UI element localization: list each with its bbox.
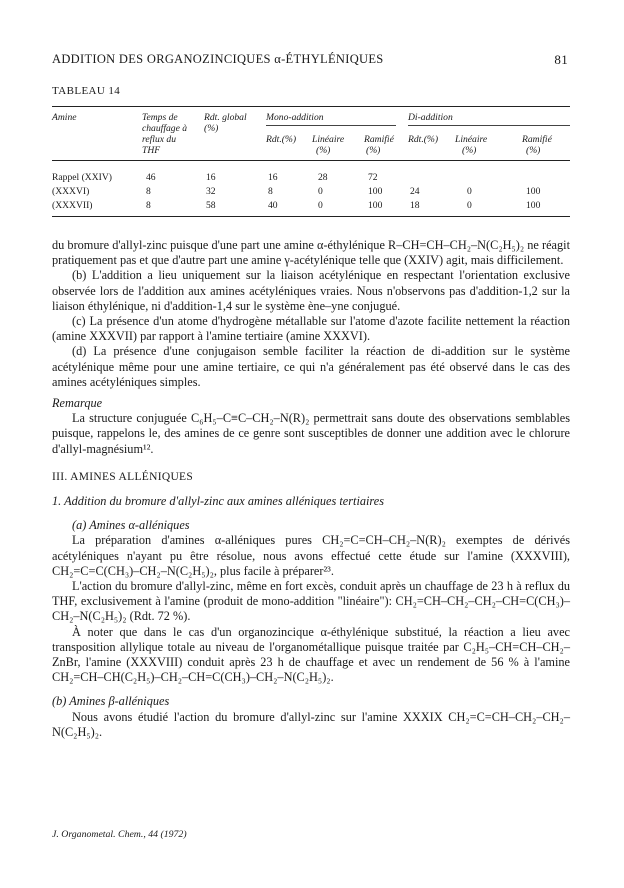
paragraph: du bromure d'allyl-zinc puisque d'une part une amine α-éthylénique R–CH=CH–CH₂–N(C₂H₅)₂ ne réagit pratiquement pas et que d'autre part une amine γ-acétylénique telle que (XXIV) agit, mais difficilement. [52,238,570,268]
col-header-rdt-global: Rdt. global [204,112,247,123]
cell-rdt-global: 58 [206,200,216,211]
mono-span-rule [266,125,396,126]
sub-subsection-heading: (a) Amines α-alléniques [72,518,190,533]
cell-mono-lineaire: 0 [318,186,323,197]
col-header-mono-ramifie: Ramifié [364,134,394,145]
paragraph: Nous avons étudié l'action du bromure d'allyl-zinc sur l'amine XXXIX CH₂=C=CH–CH₂–CH₂–N(C₂H₅)₂. [52,709,570,739]
cell-mono-ramifie: 100 [368,186,383,197]
table-top-rule [52,106,570,107]
page-number: 81 [554,52,568,67]
paragraph: L'action du bromure d'allyl-zinc, même en fort excès, conduit après un chauffage de 23 h à reflux du THF, exclusivement à l'amine (produit de mono-addition "linéaire"): CH₂=CH–CH₂–CH₂–CH=C(CH₃)–CH₂–N(C₂H₅)₂ (Rdt. 72 %). [52,579,570,624]
cell-di-lineaire: 0 [467,186,472,197]
cell-di-ramifie: 100 [526,186,541,197]
journal-footer: J. Organometal. Chem., 44 (1972) [52,829,187,840]
cell-rdt-global: 32 [206,186,216,197]
cell-di-ramifie: 100 [526,200,541,211]
col-header-mono-lineaire-unit: (%) [316,145,331,156]
cell-amine: (XXXVI) [52,186,90,197]
table-header-rule [52,160,570,161]
col-header-di-lineaire-unit: (%) [462,145,477,156]
cell-mono-rdt: 16 [268,172,278,183]
col-header-mono-lineaire: Linéaire [312,134,345,145]
col-header-temps-2: chauffage à [142,123,188,134]
paragraph: (c) La présence d'un atome d'hydrogène métallable sur l'atome d'azote facilite nettement la réaction (amine XXXVII) par rapport à l'amine tertiaire (amine XXXVI). [52,314,570,344]
running-header [52,52,568,67]
col-header-di-rdt: Rdt.(%) [408,134,439,145]
table-title: TABLEAU 14 [52,85,121,97]
col-header-mono: Mono-addition [266,112,324,123]
cell-di-lineaire: 0 [467,200,472,211]
table-bottom-rule [52,216,570,217]
cell-mono-rdt: 40 [268,200,278,211]
paragraph: (b) L'addition a lieu uniquement sur la liaison acétylénique en respectant l'orientation exclusive observée lors de l'addition aux amines acétyléniques vraies. Nous n'observons pas d'addition-1,2 sur la liaison éthylénique, ni d'addition-1,4 sur le système ène–yne conjugué. [52,268,570,313]
sub-subsection-heading: (b) Amines β-alléniques [52,694,170,709]
col-header-temps-1: Temps de [142,112,178,123]
subsection-heading: 1. Addition du bromure d'allyl-zinc aux amines alléniques tertiaires [52,494,384,509]
paragraph: (d) La présence d'une conjugaison semble faciliter la réaction de di-addition sur le système acétylénique même pour une amine tertiaire, ce qui n'a généralement pas été observé dans le cas des amines acétyléniques simples. [52,344,570,389]
di-span-rule [408,125,570,126]
cell-amine: Rappel (XXIV) [52,172,112,183]
col-header-rdt-global-unit: (%) [204,123,219,134]
cell-amine: (XXXVII) [52,200,93,211]
col-header-mono-rdt: Rdt.(%) [266,134,297,145]
cell-mono-rdt: 8 [268,186,273,197]
cell-mono-ramifie: 72 [368,172,378,183]
cell-rdt-global: 16 [206,172,216,183]
col-header-mono-ramifie-unit: (%) [366,145,381,156]
paragraph: La structure conjuguée C₆H₅–C≡C–CH₂–N(R)₂ permettrait sans doute des observations semblables puisque, rappelons le, des amines de ce genre sont susceptibles de donner une addition avec le chlorure d'allyl-magnésium¹². [52,411,570,456]
col-header-di: Di-addition [408,112,453,123]
col-header-temps-3: reflux du [142,134,177,145]
col-header-di-lineaire: Linéaire [455,134,488,145]
cell-mono-ramifie: 100 [368,200,383,211]
cell-temps: 46 [146,172,156,183]
col-header-di-ramifie: Ramifié [522,134,552,145]
cell-mono-lineaire: 0 [318,200,323,211]
cell-mono-lineaire: 28 [318,172,328,183]
cell-di-rdt: 18 [410,200,420,211]
paragraph: La préparation d'amines α-alléniques pures CH₂=C=CH–CH₂–N(R)₂ exemptes de dérivés acétyléniques n'ayant pu être résolue, nous avons effectué cette étude sur l'amine (XXXVIII), CH₂=C=C(CH₃)–CH₂–N(C₂H₅)₂, plus facile à préparer²³. [52,533,570,578]
col-header-temps-4: THF [142,145,161,156]
col-header-amine: Amine [52,112,77,123]
cell-temps: 8 [146,200,151,211]
section-heading: III. AMINES ALLÉNIQUES [52,470,194,483]
cell-di-rdt: 24 [410,186,420,197]
col-header-di-ramifie-unit: (%) [526,145,541,156]
running-title: ADDITION DES ORGANOZINCIQUES α-ÉTHYLÉNIQUES [52,52,384,66]
body-text [52,238,570,740]
cell-temps: 8 [146,186,151,197]
paragraph: À noter que dans le cas d'un organozincique α-éthylénique substitué, la réaction a lieu avec transposition allylique totale au niveau de l'organométallique puisque traitée par C₂H₅–CH=CH–CH₂–ZnBr, l'amine (XXXVIII) conduit après 23 h de chauffage et avec un rendement de 56 % à l'amine CH₂=CH–CH(C₂H₅)–CH₂–CH=C(CH₃)–CH₂–N(C₂H₅)₂. [52,624,570,685]
remark-heading: Remarque [52,396,103,411]
